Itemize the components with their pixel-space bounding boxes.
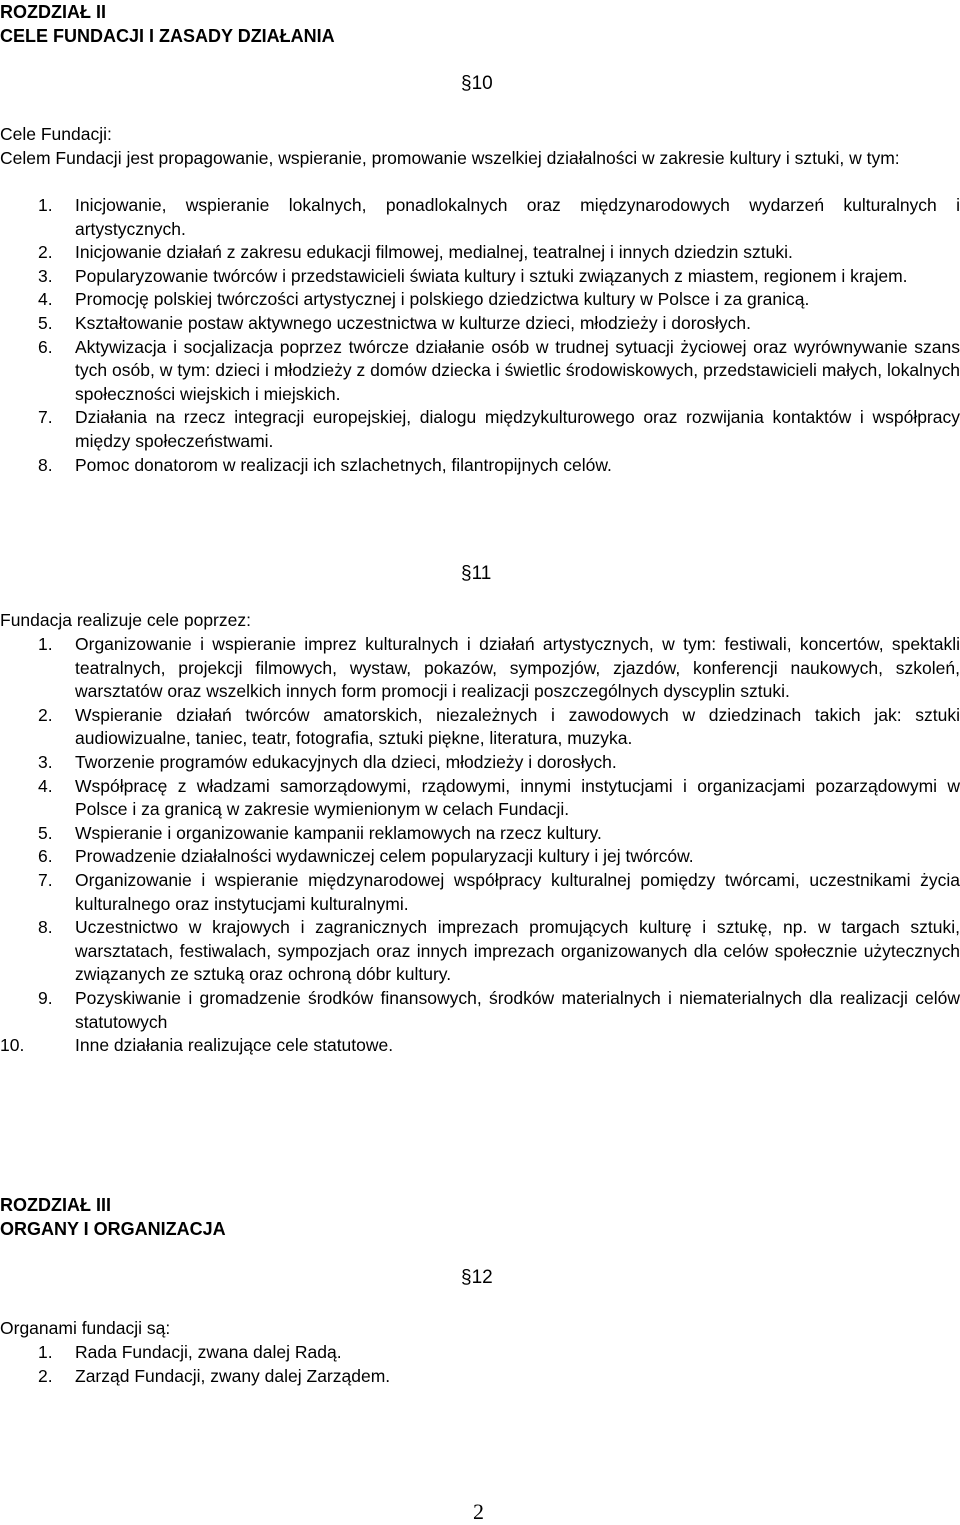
section-heading: Cele Fundacji: (0, 124, 112, 144)
list-item-number: 9. (38, 987, 53, 1008)
list-item-text: Promocję polskiej twórczości artystycznej i polskiego dziedzictwa kultury w Polsce i za granicą. (75, 289, 810, 310)
list-item (0, 633, 960, 704)
list-item (0, 987, 960, 1034)
section-intro-text: Celem Fundacji jest propagowanie, wspieranie, promowanie wszelkiej działalności w zakresie kultury i sztuki, w tym: (0, 147, 900, 168)
section-sign: §10 (461, 73, 493, 94)
list-item-number: 3. (38, 265, 53, 286)
list-item-number: 1. (38, 195, 53, 215)
chapter-title: ORGANY I ORGANIZACJA (0, 1219, 226, 1239)
list-item-number: 1. (38, 634, 53, 654)
list-item (0, 241, 960, 265)
list-item-number: 5. (38, 312, 53, 333)
section-sign: §11 (461, 563, 492, 584)
list-item-text: Organizowanie i wspieranie międzynarodowej współpracy kulturalnej pomiędzy twórcami, uczestnikami życia kulturalnego oraz instytucjami kulturalnymi. (75, 869, 960, 914)
list-item (0, 265, 960, 289)
list-item-number: 1. (38, 1342, 53, 1362)
list-item-text: Uczestnictwo w krajowych i zagranicznych imprezach promujących kulturę i sztukę, np. w targach sztuki, warsztatach, festiwalach, sympozjach oraz innych imprezach organizowanych dla celów społecznie użytecznych związanych ze sztuką oraz ochroną dóbr kultury. (75, 917, 960, 985)
list-item-text: Wspieranie i organizowanie kampanii reklamowych na rzecz kultury. (75, 822, 602, 843)
list-item-text: Organizowanie i wspieranie imprez kulturalnych i działań artystycznych, w tym: festiwali, koncertów, spektakli teatralnych, projekcji filmowych, wystaw, pokazów, sympozjów, zjazdów, konferencji naukowych, szkoleń, warsztatów oraz wszelkich innych form promocji i realizacji poszczególnych dyscyplin sztuki. (75, 634, 960, 702)
list-item-number: 8. (38, 454, 53, 475)
list-item-text: Pomoc donatorom w realizacji ich szlachetnych, filantropijnych celów. (75, 454, 612, 475)
section-intro (0, 123, 958, 170)
list-item-number: 2. (38, 242, 53, 263)
list-item (0, 1341, 960, 1365)
list-item-text: Inicjowanie działań z zakresu edukacji filmowej, medialnej, teatralnej i innych dziedzin sztuki. (75, 242, 793, 263)
list-item (0, 775, 960, 822)
list-item-text: Inicjowanie, wspieranie lokalnych, ponadlokalnych oraz międzynarodowych wydarzeń kulturalnych i artystycznych. (75, 195, 960, 239)
chapter-heading (0, 1193, 226, 1241)
list-item-text: Działania na rzecz integracji europejskiej, dialogu międzykulturowego oraz rozwijania kontaktów i współpracy między społeczeństwami. (75, 407, 960, 451)
list-item (0, 1034, 960, 1058)
list-item-text: Kształtowanie postaw aktywnego uczestnictwa w kulturze dzieci, młodzieży i dorosłych. (75, 312, 751, 333)
list-item-number: 7. (38, 869, 53, 890)
goals-list (0, 194, 960, 477)
list-item-text: Inne działania realizujące cele statutowe. (75, 1035, 394, 1056)
list-item-number: 6. (38, 846, 53, 867)
list-item-text: Aktywizacja i socjalizacja poprzez twórcze działanie osób w trudnej sytuacji życiowej oraz wyrównywanie szans tych osób, w tym: dzieci i młodzieży z domów dziecka i świetlic środowiskowych, przedstawicieli małych, lokalnych społeczności wiejskich i miejskich. (75, 336, 960, 404)
section-heading: Organami fundacji są: (0, 1318, 171, 1338)
list-item-text: Zarząd Fundacji, zwany dalej Zarządem. (75, 1365, 391, 1386)
list-item-number: 8. (38, 917, 53, 938)
list-item (0, 822, 960, 846)
chapter-title: CELE FUNDACJI I ZASADY DZIAŁANIA (0, 26, 335, 46)
organs-list (0, 1341, 960, 1388)
list-item (0, 288, 960, 312)
list-item-text: Współpracę z władzami samorządowymi, rządowymi, innymi instytucjami i organizacjami pozarządowymi w Polsce i za granicą w zakresie wymienionym w celach Fundacji. (75, 775, 960, 820)
chapter-number: ROZDZIAŁ III (0, 1195, 111, 1215)
list-item-number: 2. (38, 704, 53, 725)
list-item (0, 406, 960, 453)
list-item-number: 10. (0, 1035, 25, 1056)
list-item-text: Pozyskiwanie i gromadzenie środków finansowych, środków materialnych i niematerialnych dla realizacji celów statutowych (75, 987, 960, 1032)
list-item (0, 916, 960, 987)
list-item-number: 6. (38, 336, 53, 357)
list-item-number: 7. (38, 407, 53, 428)
list-item (0, 336, 960, 407)
list-item (0, 194, 960, 241)
list-item (0, 454, 960, 478)
chapter-heading (0, 0, 335, 48)
list-item-text: Rada Fundacji, zwana dalej Radą. (75, 1342, 342, 1362)
list-item-number: 2. (38, 1365, 53, 1386)
list-item-number: 3. (38, 751, 53, 772)
list-item-number: 4. (38, 289, 53, 310)
list-item (0, 1365, 960, 1389)
page-number: 2 (473, 1499, 484, 1524)
list-item-text: Popularyzowanie twórców i przedstawicieli świata kultury i sztuki związanych z miastem, regionem i krajem. (75, 265, 908, 286)
list-item (0, 704, 960, 751)
means-list (0, 633, 960, 1058)
list-item-text: Wspieranie działań twórców amatorskich, niezależnych i zawodowych w dziedzinach takich jak: sztuki audiowizualne, taniec, teatr, fotografia, sztuki piękne, literatura, muzyka. (75, 704, 960, 749)
list-item-text: Prowadzenie działalności wydawniczej celem popularyzacji kultury i jej twórców. (75, 846, 694, 867)
list-item (0, 869, 960, 916)
list-item-number: 5. (38, 822, 53, 843)
section-sign: §12 (461, 1267, 493, 1288)
list-item-number: 4. (38, 775, 53, 796)
list-item (0, 845, 960, 869)
section-heading: Fundacja realizuje cele poprzez: (0, 610, 251, 630)
list-item (0, 312, 960, 336)
list-item (0, 751, 960, 775)
chapter-number: ROZDZIAŁ II (0, 2, 106, 22)
list-item-text: Tworzenie programów edukacyjnych dla dzieci, młodzieży i dorosłych. (75, 751, 617, 772)
